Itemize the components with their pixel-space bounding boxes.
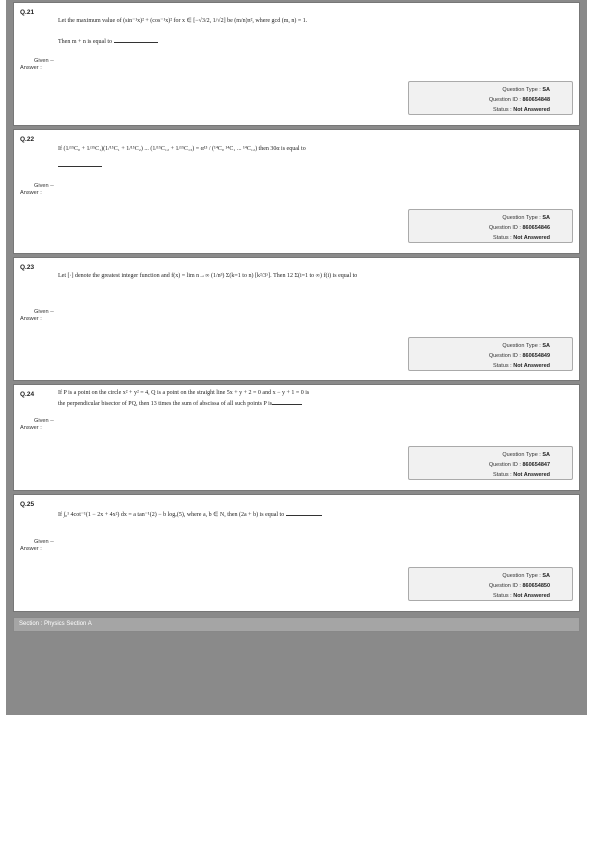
given-label: Given -- [34, 539, 54, 545]
question-id: Question ID : 860654849 [488, 353, 550, 359]
question-text-line1: If P is a point on the circle x² + y² = 4, Q is a point on the straight line 5x + y + 2 = 0 and x − y + 1 = 0 is [58, 390, 310, 396]
question-meta-box [408, 567, 573, 601]
question-type: Question Type : SA [502, 343, 550, 349]
question-status: Status : Not Answered [493, 593, 550, 599]
question-meta-box [408, 81, 573, 115]
question-meta-box [408, 446, 573, 480]
question-number: Q.24 [20, 391, 35, 398]
answer-label: Answer : [20, 190, 42, 196]
question-block-25 [13, 494, 580, 612]
question-type: Question Type : SA [502, 87, 550, 93]
section-header-bar [13, 617, 580, 632]
question-type: Question Type : SA [502, 215, 550, 221]
given-label: Given -- [34, 58, 54, 64]
question-number: Q.21 [20, 9, 35, 16]
question-number: Q.25 [20, 501, 35, 508]
question-meta-box [408, 209, 573, 243]
question-text-line1: If ∫₀¹ 4cot⁻¹(1 − 2x + 4x²) dx = a tan⁻¹(2) − b logₑ(5), where a, b ∈ N, then (2a + b) is equal to [58, 510, 322, 518]
question-status: Status : Not Answered [493, 472, 550, 478]
question-number: Q.23 [20, 264, 35, 271]
question-id: Question ID : 860654850 [488, 583, 550, 589]
answer-label: Answer : [20, 425, 42, 431]
answer-label: Answer : [20, 316, 42, 322]
answer-blank [58, 161, 102, 169]
question-status: Status : Not Answered [493, 235, 550, 241]
answer-label: Answer : [20, 546, 42, 552]
given-label: Given -- [34, 183, 54, 189]
question-block-22 [13, 129, 580, 254]
question-block-24 [13, 384, 580, 491]
question-type: Question Type : SA [502, 452, 550, 458]
question-status: Status : Not Answered [493, 107, 550, 113]
question-meta-box [408, 337, 573, 371]
question-number: Q.22 [20, 136, 35, 143]
question-block-21 [13, 2, 580, 126]
question-text-line2: Then m + n is equal to [58, 37, 158, 45]
question-block-23 [13, 257, 580, 381]
question-text-line2: the perpendicular bisector of PQ, then 13 times the sum of abscissa of all such points P is [58, 399, 302, 407]
given-label: Given -- [34, 309, 54, 315]
question-text-line1: Let [·] denote the greatest integer function and f(x) = lim n→∞ (1/n³) Σ(k=1 to n) [k²/3ˣ]. Then 12 Σ(i=1 to ∞) f(i) is equal to [58, 273, 358, 279]
answer-label: Answer : [20, 65, 42, 71]
question-id: Question ID : 860654847 [488, 462, 550, 468]
question-id: Question ID : 860654848 [488, 97, 550, 103]
question-type: Question Type : SA [502, 573, 550, 579]
question-id: Question ID : 860654846 [488, 225, 550, 231]
question-text-line1: Let the maximum value of (sin⁻¹x)² + (cos⁻¹x)² for x ∈ [−√3/2, 1/√2] be (m/n)π², where gcd (m, n) = 1. [58, 18, 308, 24]
section-label: Section : Physics Section A [19, 621, 92, 627]
question-text-line1: If (1/¹⁵C₀ + 1/¹⁵C₁)(1/¹⁵C₁ + 1/¹⁵C₂) ... (1/¹⁵C₁₂ + 1/¹⁵C₁₃) = α¹³ / (¹⁴C₀ ¹⁴C₁ ... ¹⁴C₁₂) then 30α is equal to [58, 146, 306, 152]
question-status: Status : Not Answered [493, 363, 550, 369]
given-label: Given -- [34, 418, 54, 424]
